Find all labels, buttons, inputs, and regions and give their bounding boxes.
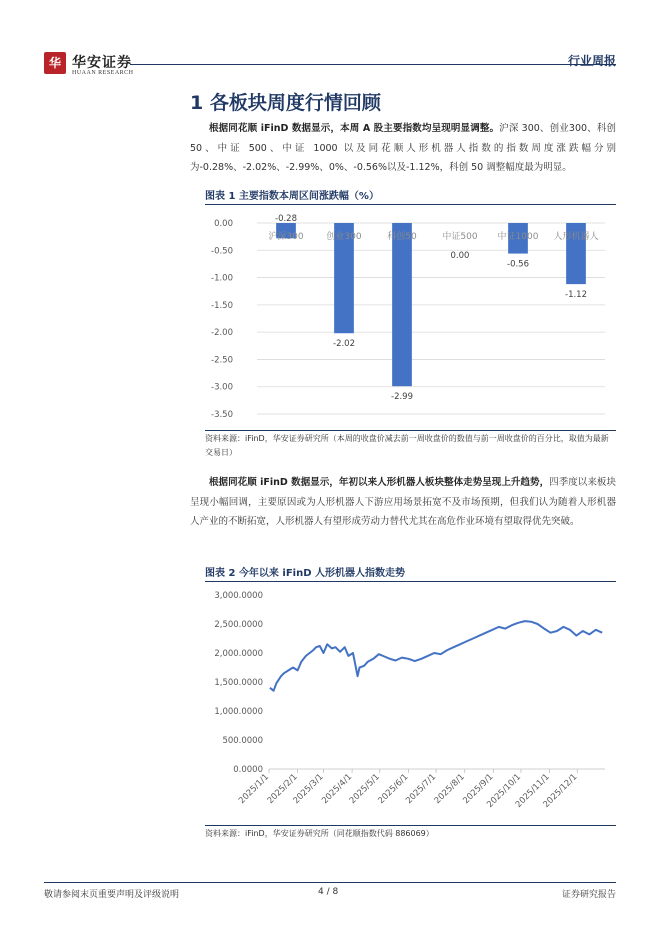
bar-chart-category-label: 创业300	[326, 232, 362, 242]
page-number: 4 / 8	[318, 887, 339, 897]
bar-chart-ytick-label: -3.50	[211, 410, 233, 420]
bar-chart-category-label: 科创50	[387, 232, 417, 242]
line-chart-xtick-label: 2025/2/1	[265, 772, 300, 807]
paragraph-1-bold: 根据同花顺 iFinD 数据显示，本周 A 股主要指数均呈现明显调整。	[209, 123, 500, 134]
line-chart-ytick-label: 1,000.0000	[214, 707, 263, 717]
figure-2-rule	[205, 581, 616, 582]
figure-1-bottom-rule	[205, 430, 616, 431]
section-title	[190, 88, 381, 115]
line-chart-ytick-label: 0.0000	[233, 765, 263, 775]
footer-report-label: 证券研究报告	[561, 890, 616, 900]
paragraph-2	[190, 473, 616, 532]
line-chart-ytick-label: 2,000.0000	[214, 649, 263, 659]
bar-chart-ytick-label: -3.00	[211, 382, 233, 393]
line-chart-xtick-label: 2025/6/1	[376, 772, 411, 807]
header-divider	[130, 64, 616, 65]
figure-1-title: 图表 1 主要指数本周区间涨跌幅（%）	[205, 191, 379, 202]
bar-chart-data-label: -1.12	[565, 290, 587, 301]
paragraph-2-text: 四季度以来板块呈现小幅回调，主要原因或为人形机器人下游应用场景拓宽不及市场预期，但我们认为随着人形机器人产业的不断拓宽，人形机器人有望形成劳动力替代尤其在高危作业环境有望取得优先突破。	[190, 477, 616, 527]
section-number: 1	[190, 92, 204, 114]
bar-chart-bar	[392, 223, 412, 386]
line-chart-xtick-label: 2025/11/1	[513, 772, 552, 810]
bar-chart-ytick-label: -2.50	[211, 355, 233, 366]
bar-chart-ytick-label: -1.50	[211, 300, 233, 311]
figure-2-source: 资料来源：iFinD，华安证券研究所（同花顺指数代码 886069）	[205, 829, 434, 838]
line-chart-xtick-label: 2025/1/1	[237, 772, 272, 807]
company-logo-mark: 华	[44, 52, 66, 74]
figure-2-line-chart	[205, 583, 616, 823]
bar-chart-ytick-label: -1.00	[211, 273, 233, 284]
line-chart-ytick-label: 2,500.0000	[214, 620, 263, 630]
paragraph-1-text: 沪深 300、创业300、科创 50、中证 500、中证 1000 以及同花顺人形机器人指数的指数周度涨跌幅分别为-0.28%、-2.02%、-2.99%、0%、-0.56%以及-1.12%，科创 50 调整幅度最为明显。	[190, 123, 616, 173]
bar-chart-category-label: 中证1000	[497, 232, 539, 242]
line-chart-xtick-label: 2025/9/1	[461, 772, 496, 807]
figure-2-title: 图表 2 今年以来 iFinD 人形机器人指数走势	[205, 568, 405, 579]
bar-chart-data-label: -2.99	[391, 392, 413, 403]
line-chart-xtick-label: 2025/4/1	[320, 772, 355, 807]
bar-chart-data-label: -0.28	[275, 214, 297, 224]
line-chart-xtick-label: 2025/3/1	[291, 772, 326, 807]
bar-chart-ytick-label: 0.00	[214, 219, 233, 229]
section-title-text: 各板块周度行情回顾	[209, 92, 381, 114]
line-chart-ytick-label: 3,000.0000	[214, 591, 263, 601]
line-chart-ytick-label: 500.0000	[222, 736, 263, 746]
figure-1-rule	[205, 204, 616, 205]
figure-2-bottom-rule	[205, 825, 616, 826]
bar-chart-data-label: 0.00	[450, 251, 470, 261]
figure-1-source: 资料来源：iFinD，华安证券研究所（本周的收盘价减去前一周收盘价的数值与前一周收盘价的百分比，取值为最新交易日）	[205, 434, 609, 457]
bar-chart-category-label: 中证500	[442, 232, 478, 242]
bar-chart-data-label: -0.56	[507, 259, 529, 270]
line-chart-series-line	[270, 621, 602, 691]
footer-disclaimer: 敬请参阅末页重要声明及评级说明	[44, 890, 180, 900]
bar-chart-data-label: -2.02	[333, 339, 355, 350]
company-name-en: HUAAN RESEARCH	[72, 70, 134, 76]
line-chart-xtick-label: 2025/8/1	[432, 772, 467, 807]
figure-1-bar-chart	[205, 206, 616, 428]
paragraph-1	[190, 119, 616, 178]
line-chart-xtick-label: 2025/7/1	[404, 772, 439, 807]
line-chart-xtick-label: 2025/10/1	[485, 772, 524, 810]
company-name-cn: 华安证券	[72, 55, 132, 71]
paragraph-2-bold: 根据同花顺 iFinD 数据显示，年初以来人形机器人板块整体走势呈现上升趋势，	[209, 477, 550, 488]
bar-chart-ytick-label: -0.50	[211, 246, 233, 257]
bar-chart-ytick-label: -2.00	[211, 328, 233, 339]
line-chart-xtick-label: 2025/5/1	[347, 772, 382, 807]
bar-chart-category-label: 人形机器人	[553, 232, 599, 242]
report-type: 行业周报	[567, 54, 616, 68]
line-chart-ytick-label: 1,500.0000	[214, 678, 263, 688]
bar-chart-category-label: 沪深300	[268, 232, 304, 242]
line-chart-xtick-label: 2025/12/1	[541, 772, 580, 810]
footer-divider	[44, 882, 616, 883]
